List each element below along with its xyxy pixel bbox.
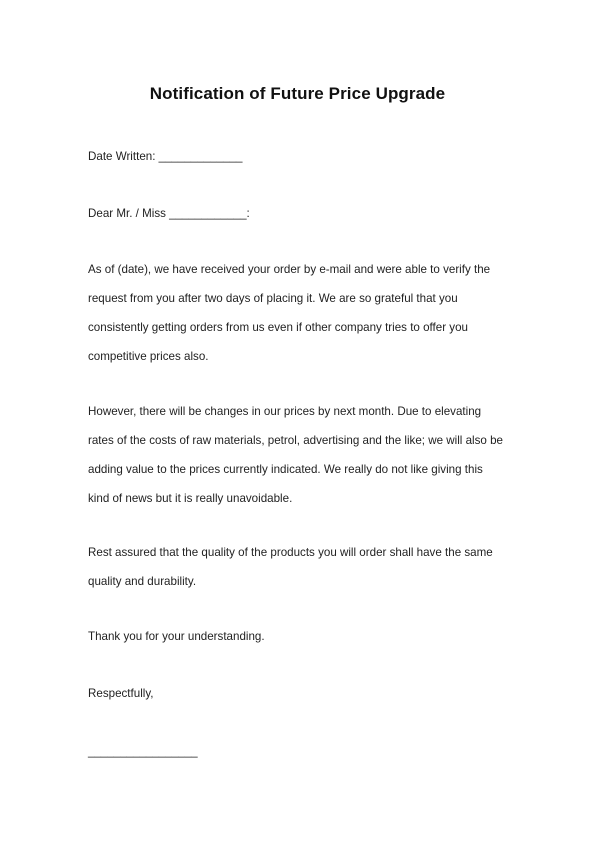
paragraph-quality-assurance [88,538,528,596]
paragraph-line: rates of the costs of raw materials, petrol, advertising and the like; we will also be [88,434,503,447]
paragraph-price-changes [88,397,528,513]
thank-you-text: Thank you for your understanding. [88,630,265,643]
date-written-text: Date Written: _____________ [88,150,243,163]
salutation [88,199,528,228]
date-written-line [88,142,528,171]
signature-line [88,737,528,766]
paragraph-line: kind of news but it is really unavoidable. [88,492,293,505]
paragraph-line: As of (date), we have received your order by e-mail and were able to verify the [88,263,491,276]
paragraph-line: Rest assured that the quality of the products you will order shall have the same [88,546,493,559]
paragraph-line: consistently getting orders from us even if other company tries to offer you [88,321,468,334]
salutation-text: Dear Mr. / Miss ____________: [88,207,250,220]
thank-you-line [88,622,528,651]
paragraph-line: However, there will be changes in our prices by next month. Due to elevating [88,405,482,418]
signature-blank: _________________ [88,745,198,758]
paragraph-line: adding value to the prices currently indicated. We really do not like giving this [88,463,483,476]
paragraph-line: competitive prices also. [88,350,209,363]
paragraph-order-received [88,255,528,371]
paragraph-line: request from you after two days of placing it. We are so grateful that you [88,292,458,305]
closing-line [88,679,528,708]
closing-text: Respectfully, [88,687,154,700]
paragraph-line: quality and durability. [88,575,197,588]
letter-title: Notification of Future Price Upgrade [149,84,446,103]
